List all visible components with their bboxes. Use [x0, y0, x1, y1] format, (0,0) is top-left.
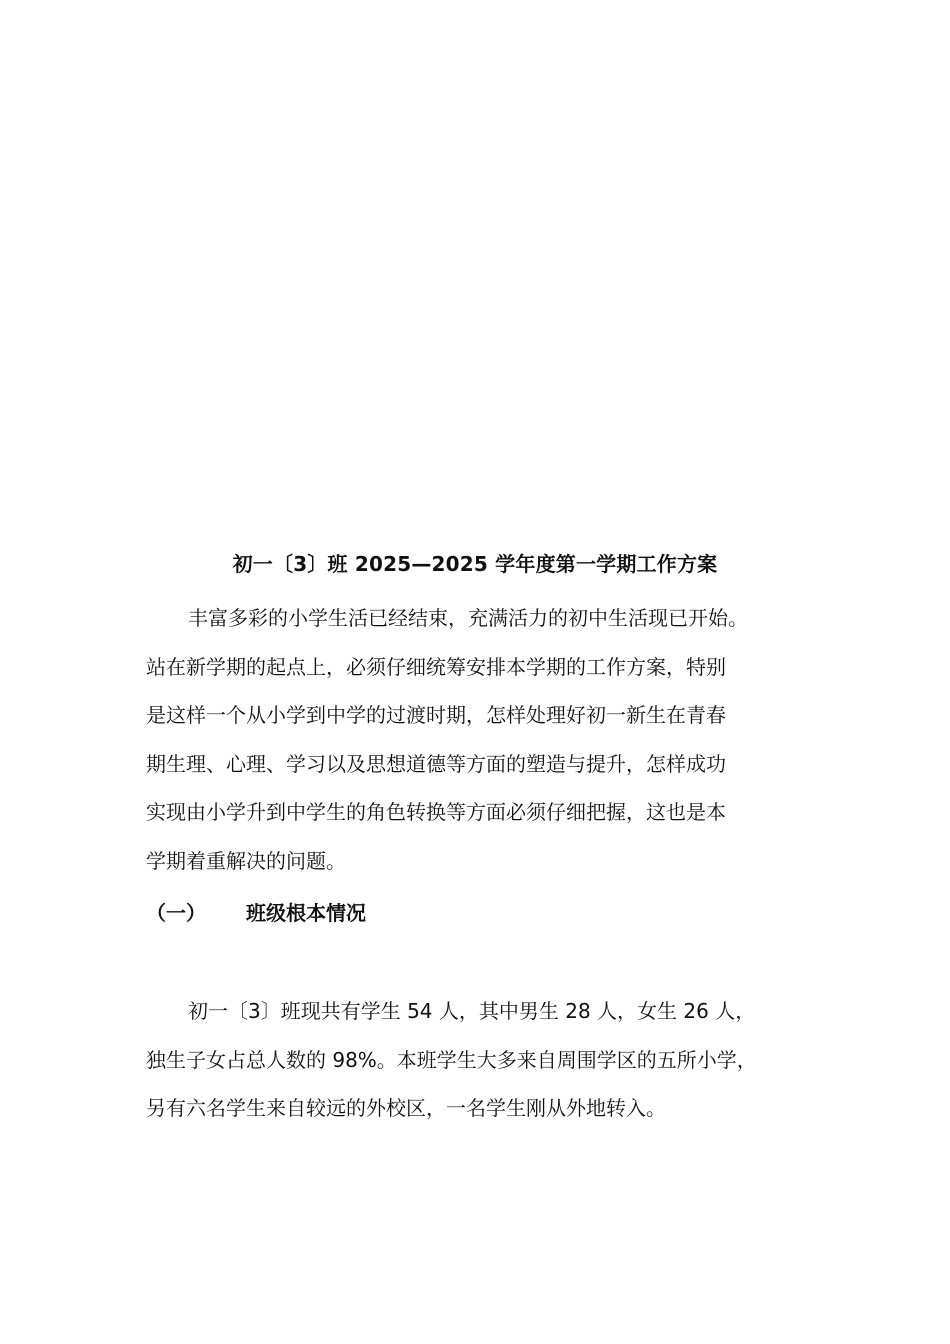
paragraph-line: 期生理、心理、学习以及思想道德等方面的塑造与提升，怎样成功 — [146, 751, 726, 776]
paragraph-line: 另有六名学生来自较远的外校区，一名学生刚从外地转入。 — [146, 1096, 666, 1121]
intro-paragraph — [146, 594, 826, 886]
paragraph-line: 实现由小学升到中学生的角色转换等方面必须仔细把握，这也是本 — [146, 800, 726, 825]
paragraph-line: 是这样一个从小学到中学的过渡时期，怎样处理好初一新生在青春 — [146, 703, 726, 728]
paragraph-line: 独生子女占总人数的 98%。本班学生大多来自周围学区的五所小学， — [146, 1047, 757, 1072]
section-number: （一） — [146, 901, 206, 925]
section-heading — [146, 897, 366, 929]
class-info-paragraph — [146, 987, 826, 1133]
paragraph-line: 丰富多彩的小学生活已经结束，充满活力的初中生活现已开始。 — [188, 606, 748, 630]
section-title: 班级根本情况 — [246, 901, 366, 925]
paragraph-line: 站在新学期的起点上，必须仔细统筹安排本学期的工作方案，特别 — [146, 654, 726, 679]
paragraph-line: 初一〔3〕班现共有学生 54 人，其中男生 28 人，女生 26 人， — [188, 999, 756, 1023]
document-title: 初一〔3〕班 2025—2025 学年度第一学期工作方案 — [232, 552, 718, 576]
paragraph-line: 学期着重解决的问题。 — [146, 848, 346, 873]
